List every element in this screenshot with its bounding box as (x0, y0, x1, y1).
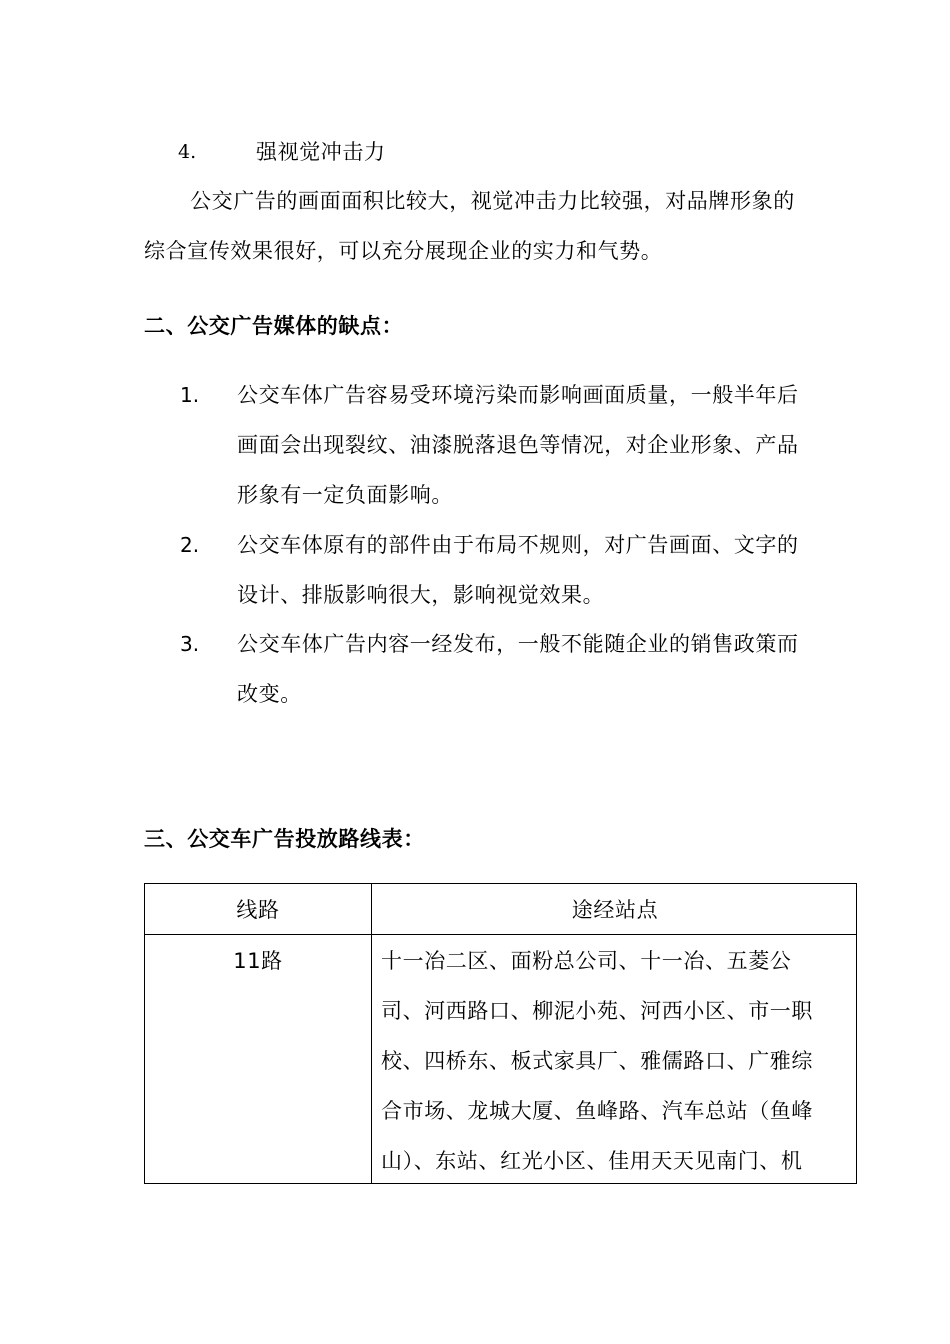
table-header-stops: 途经站点 (571, 898, 659, 922)
table-cell-route: 11路 (233, 949, 283, 973)
item-4-number: 4. (178, 141, 197, 163)
table-cell-stops-line-2: 司、河西路口、柳泥小苑、河西小区、市一职 (381, 999, 813, 1023)
disadvantage-3-line-2: 改变。 (237, 682, 302, 706)
item-4-title: 强视觉冲击力 (256, 140, 386, 164)
item-4-paragraph-line-1: 公交广告的画面面积比较大，视觉冲击力比较强，对品牌形象的 (190, 189, 795, 213)
disadvantage-3-number: 3. (180, 632, 200, 656)
disadvantage-1-line-3: 形象有一定负面影响。 (237, 483, 453, 507)
section-3-heading: 三、公交车广告投放路线表： (144, 827, 425, 851)
section-2-heading: 二、公交广告媒体的缺点： (144, 314, 404, 338)
table-cell-stops-line-1: 十一冶二区、面粉总公司、十一冶、五菱公 (381, 949, 792, 973)
disadvantage-1-number: 1. (180, 383, 200, 407)
table-header-route: 线路 (236, 898, 280, 922)
disadvantage-3-line-1: 公交车体广告内容一经发布，一般不能随企业的销售政策而 (237, 632, 799, 656)
table-cell-stops-line-4: 合市场、龙城大厦、鱼峰路、汽车总站（鱼峰 (381, 1099, 813, 1123)
table-column-divider (371, 884, 372, 1183)
disadvantage-1-line-1: 公交车体广告容易受环境污染而影响画面质量，一般半年后 (237, 383, 799, 407)
disadvantage-2-line-1: 公交车体原有的部件由于布局不规则，对广告画面、文字的 (237, 533, 799, 557)
table-header-divider (145, 934, 856, 935)
item-4-paragraph-line-2: 综合宣传效果很好，可以充分展现企业的实力和气势。 (144, 239, 663, 263)
disadvantage-2-line-2: 设计、排版影响很大，影响视觉效果。 (237, 583, 605, 607)
disadvantage-2-number: 2. (180, 533, 200, 557)
disadvantage-1-line-2: 画面会出现裂纹、油漆脱落退色等情况，对企业形象、产品 (237, 433, 799, 457)
table-cell-stops-line-3: 校、四桥东、板式家具厂、雅儒路口、广雅综 (381, 1049, 813, 1073)
table-cell-stops-line-5: 山）、东站、红光小区、佳用天天见南门、机 (381, 1149, 803, 1173)
route-table (144, 883, 857, 1184)
